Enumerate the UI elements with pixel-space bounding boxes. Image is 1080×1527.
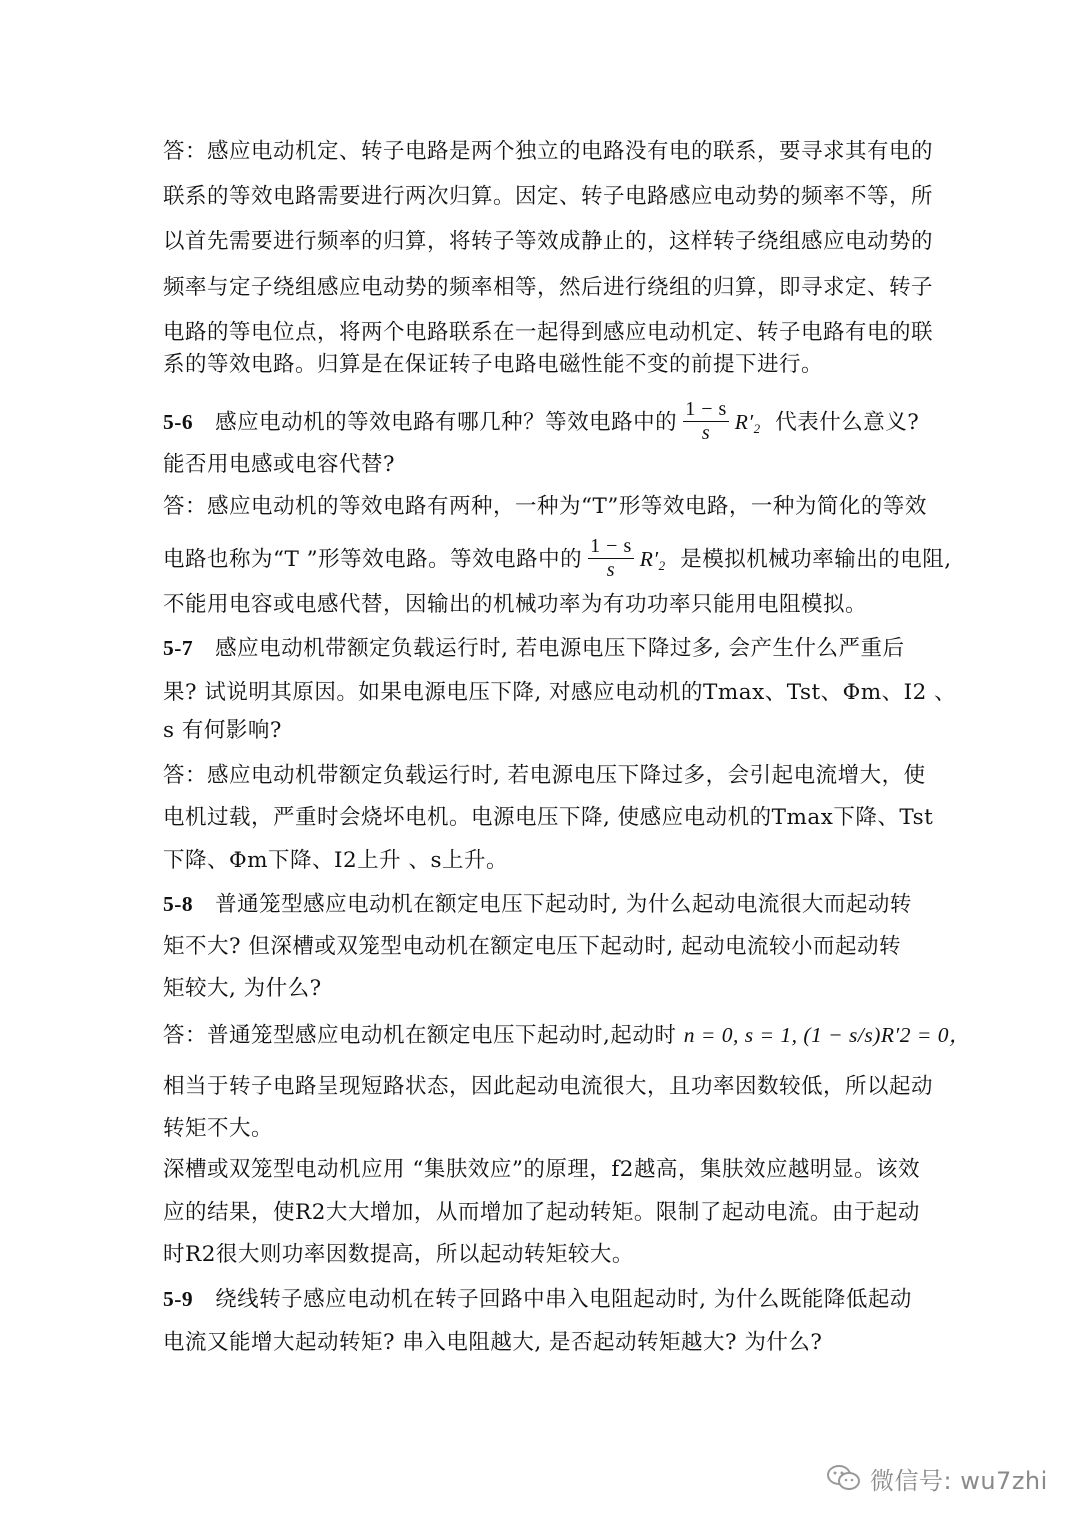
wechat-watermark [826, 1458, 1048, 1498]
question-5-9-line-2: 电流又能增大起动转矩? 串入电阻越大, 是否起动转矩越大? 为什么? [163, 1330, 823, 1355]
question-5-7-line-2: 果? 试说明其原因。如果电源电压下降, 对感应电动机的Tmax、Tst、Φm、I2 、 [163, 680, 957, 705]
answer-5-8-line-4: 深槽或双笼型电动机应用 “集肤效应”的原理，f2越高，集肤效应越明显。该效 [163, 1157, 920, 1182]
fraction-1-minus-s-over-s: $\frac{1 - s}{s}$ [590, 535, 632, 581]
r2-prime-symbol: $R'_2$ [639, 547, 666, 573]
question-5-6-line-2: 能否用电感或电容代替? [163, 452, 396, 477]
question-number: 5-9 [163, 1287, 194, 1311]
answer-5-5-line-1: 答：感应电动机定、转子电路是两个独立的电路没有电的联系，要寻求其有电的 [163, 139, 934, 164]
question-number: 5-8 [163, 892, 194, 916]
question-5-8-line-1: 5-8 普通笼型感应电动机在额定电压下起动时, 为什么起动电流很大而起动转 [163, 892, 912, 917]
wechat-icon [826, 1463, 862, 1493]
answer-5-5-line-3: 以首先需要进行频率的归算，将转子等效成静止的，这样转子绕组感应电动势的 [163, 229, 934, 254]
starting-condition-formula: n = 0, s = 1, (1 − s/s)R′2 = 0， [683, 1023, 971, 1047]
answer-5-5-line-6: 系的等效电路。归算是在保证转子电路电磁性能不变的前提下进行。 [163, 352, 824, 377]
answer-5-7-line-1: 答：感应电动机带额定负载运行时, 若电源电压下降过多，会引起电流增大，使 [163, 763, 926, 788]
answer-5-6-line-3: 不能用电容或电感代替，因输出的机械功率为有功功率只能用电阻模拟。 [163, 592, 868, 617]
answer-5-7-line-2: 电机过载，严重时会烧坏电机。电源电压下降, 使感应电动机的Tmax下降、Tst [163, 805, 934, 830]
answer-5-8-line-3: 转矩不大。 [163, 1116, 274, 1141]
answer-5-8-line-5: 应的结果，使R2大大增加，从而增加了起动转矩。限制了起动电流。由于起动 [163, 1200, 920, 1225]
watermark-text: 微信号: wu7zhi [870, 1466, 1048, 1495]
answer-5-7-line-3: 下降、Φm下降、I2上升 、s上升。 [163, 848, 509, 873]
answer-5-5-line-5: 电路的等电位点，将两个电路联系在一起得到感应电动机定、转子电路有电的联 [163, 320, 934, 345]
answer-5-5-line-4: 频率与定子绕组感应电动势的频率相等，然后进行绕组的归算，即寻求定、转子 [163, 275, 934, 300]
fraction-1-minus-s-over-s: $\frac{1 - s}{s}$ [685, 398, 727, 444]
answer-5-8-line-6: 时R2很大则功率因数提高，所以起动转矩较大。 [163, 1242, 634, 1267]
question-5-8-line-3: 矩较大, 为什么? [163, 976, 322, 1001]
answer-5-6-line-1: 答：感应电动机的等效电路有两种，一种为“T”形等效电路，一种为简化的等效 [163, 494, 927, 519]
answer-5-5-line-2: 联系的等效电路需要进行两次归算。因定、转子电路感应电动势的频率不等，所 [163, 184, 934, 209]
r2-prime-symbol: $R'_2$ [734, 410, 761, 436]
question-5-6-line-1: 5-6 感应电动机的等效电路有哪几种？等效电路中的 $\frac{1 - s}{s}$ $R'_2$ 代表什么意义? [163, 398, 920, 444]
answer-5-8-line-1: 答：普通笼型感应电动机在额定电压下起动时,起动时 n = 0, s = 1, (1 − s/s)R′2 = 0， [163, 1023, 971, 1048]
question-5-7-line-1: 5-7 感应电动机带额定负载运行时, 若电源电压下降过多, 会产生什么严重后 [163, 636, 905, 661]
question-number: 5-6 [163, 410, 194, 434]
question-5-8-line-2: 矩不大? 但深槽或双笼型电动机在额定电压下起动时, 起动电流较小而起动转 [163, 934, 902, 959]
question-number: 5-7 [163, 636, 194, 660]
answer-5-8-line-2: 相当于转子电路呈现短路状态，因此起动电流很大，且功率因数较低，所以起动 [163, 1074, 934, 1099]
question-5-9-line-1: 5-9 绕线转子感应电动机在转子回路中串入电阻起动时, 为什么既能降低起动 [163, 1287, 912, 1312]
question-5-7-line-3: s 有何影响? [163, 718, 282, 743]
answer-5-6-line-2: 电路也称为“T ”形等效电路。等效电路中的 $\frac{1 - s}{s}$ $R'_2$ 是模拟机械功率输出的电阻, [163, 535, 952, 581]
